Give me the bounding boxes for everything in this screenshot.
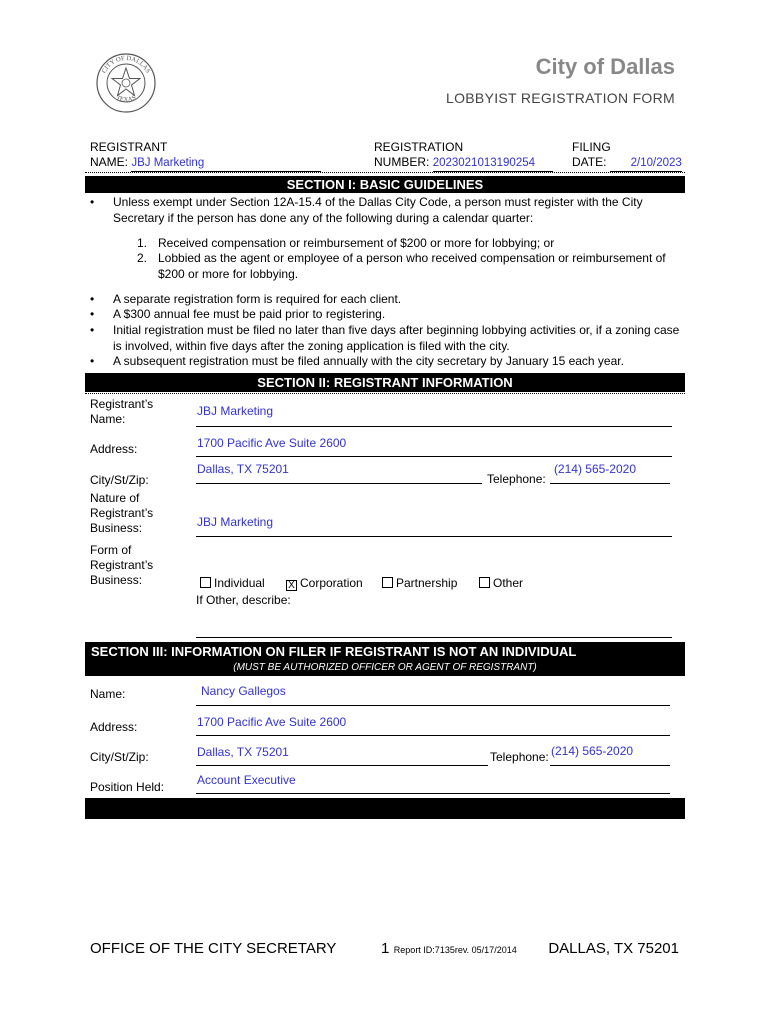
svg-text:CITY OF DALLAS <box>101 55 152 75</box>
form-title: LOBBYIST REGISTRATION FORM <box>446 90 675 106</box>
registrant-name-input[interactable]: JBJ Marketing <box>196 411 672 427</box>
option-corporation[interactable]: X Corporation <box>286 576 363 591</box>
other-describe-input[interactable] <box>196 622 672 638</box>
bullet: • <box>90 307 95 321</box>
bullet: • <box>90 292 95 306</box>
footer-location: DALLAS, TX 75201 <box>548 940 679 957</box>
position-label: Position Held: <box>90 780 165 794</box>
checkbox[interactable] <box>382 577 393 588</box>
city-state-zip-input[interactable]: Dallas, TX 75201 <box>196 468 482 484</box>
filer-telephone-label: Telephone: <box>490 750 549 764</box>
section-divider <box>85 393 685 394</box>
option-other[interactable]: Other <box>479 576 523 591</box>
registration-number-field[interactable]: 2023021013190254 <box>433 156 553 172</box>
closing-bar <box>85 798 685 819</box>
section3-heading-bar <box>85 642 685 676</box>
section3-subheading: (MUST BE AUTHORIZED OFFICER OR AGENT OF REGISTRANT) <box>233 662 537 673</box>
option-individual[interactable]: Individual <box>200 576 265 591</box>
numbered-item: Received compensation or reimbursement of $200 or more for lobbying; or <box>158 236 555 250</box>
registrant-name-field[interactable]: JBJ Marketing <box>131 156 321 172</box>
other-describe-label: If Other, describe: <box>196 593 291 607</box>
bullet-item: A $300 annual fee must be paid prior to registering. <box>113 307 386 321</box>
nature-label: Nature of Registrant’s Business: <box>90 491 154 535</box>
telephone-input[interactable]: (214) 565-2020 <box>550 468 670 484</box>
checkbox[interactable] <box>479 577 490 588</box>
filer-telephone-input[interactable]: (214) 565-2020 <box>550 750 670 766</box>
bullet: • <box>90 323 95 337</box>
svg-text:TEXAS <box>115 94 137 103</box>
city-seal-logo <box>95 52 157 114</box>
checkbox-checked[interactable]: X <box>286 580 297 591</box>
filer-city-label: City/St/Zip: <box>90 750 149 764</box>
footer-office: OFFICE OF THE CITY SECRETARY <box>90 940 337 957</box>
bullet: • <box>90 195 95 209</box>
registrant-label: REGISTRANT NAME: JBJ Marketing <box>90 140 321 172</box>
filer-address-label: Address: <box>90 720 138 734</box>
filer-city-input[interactable]: Dallas, TX 75201 <box>196 750 488 766</box>
seal-text-top: CITY OF DALLAS <box>100 54 152 75</box>
filing-date-label: FILING DATE: 2/10/2023 <box>572 140 682 172</box>
address-input[interactable]: 1700 Pacific Ave Suite 2600 <box>196 441 672 457</box>
position-input[interactable]: Account Executive <box>196 778 670 794</box>
city-label: City/St/Zip: <box>90 473 149 487</box>
section-divider <box>85 172 685 173</box>
section3-heading: SECTION III: INFORMATION ON FILER IF REGISTRANT IS NOT AN INDIVIDUAL <box>91 644 577 659</box>
report-id: Report ID:7135rev. 05/17/2014 <box>393 945 517 955</box>
registration-number-label: REGISTRATION NUMBER: 2023021013190254 <box>374 140 553 172</box>
bullet-item: Initial registration must be filed no later than five days after beginning lobbying activities or, if a zoning case is involved, within five days after the zoning application is filed with the city. <box>113 323 680 353</box>
section1-heading: SECTION I: BASIC GUIDELINES <box>85 176 685 193</box>
option-partnership[interactable]: Partnership <box>382 576 457 591</box>
seal-text-bottom: TEXAS <box>115 94 137 104</box>
address-label: Address: <box>90 442 138 456</box>
form-label: Form of Registrant’s Business: <box>90 543 154 587</box>
section2-heading: SECTION II: REGISTRANT INFORMATION <box>85 373 685 392</box>
bullet: • <box>90 354 95 368</box>
filing-date-field[interactable]: 2/10/2023 <box>610 156 682 172</box>
telephone-label: Telephone: <box>487 472 546 486</box>
checkbox[interactable] <box>200 577 211 588</box>
city-title: City of Dallas <box>535 54 675 79</box>
numbered-item: Lobbied as the agent or employee of a person who received compensation or reimbursement of $200 or more for lobbying. <box>158 251 666 281</box>
filer-name-label: Name: <box>90 687 126 701</box>
bullet-item: A subsequent registration must be filed annually with the city secretary by January 15 each year. <box>113 354 624 368</box>
filer-name-input[interactable]: Nancy Gallegos <box>196 690 670 706</box>
registrant-name-label: Registrant’s Name: <box>90 397 154 426</box>
bullet-item: A separate registration form is required for each client. <box>113 292 402 306</box>
filer-address-input[interactable]: 1700 Pacific Ave Suite 2600 <box>196 720 670 736</box>
numbered-num: 2. <box>137 251 148 265</box>
numbered-num: 1. <box>137 236 148 250</box>
nature-input[interactable]: JBJ Marketing <box>196 521 672 537</box>
section1-intro: Unless exempt under Section 12A-15.4 of the Dallas City Code, a person must register with the City Secretary if the person has done any of the following during a calendar quarter: <box>113 195 643 225</box>
page-number: 1 <box>381 940 390 957</box>
footer-page-info <box>381 940 517 958</box>
